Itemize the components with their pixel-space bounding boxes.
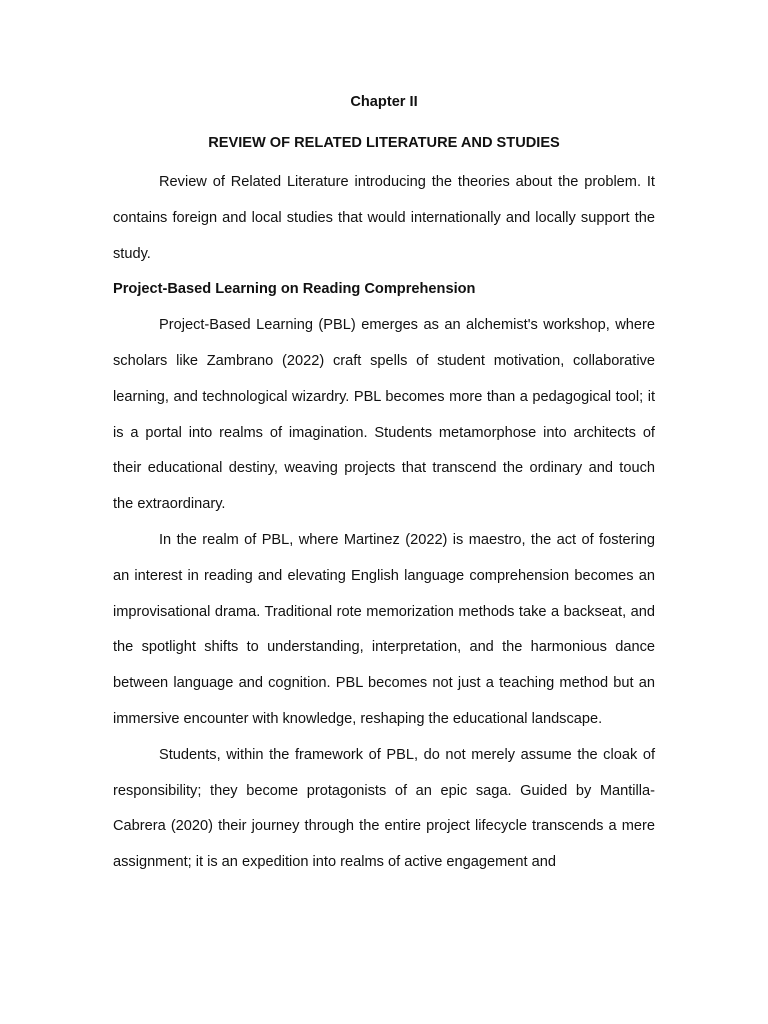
chapter-title: REVIEW OF RELATED LITERATURE AND STUDIES	[208, 135, 560, 151]
body-paragraph: Students, within the framework of PBL, do not merely assume the cloak of responsibility; they become protagonists of an epic saga. Guided by Mantilla-Cabrera (2020) their journey through the entire project lifecycle transcends a mere assignment; it is an expedition into realms of active engagement and	[113, 746, 655, 871]
chapter-label: Chapter II	[350, 94, 418, 110]
section-heading: Project-Based Learning on Reading Comprehension	[113, 281, 476, 298]
intro-paragraph: Review of Related Literature introducing the theories about the problem. It contains foreign and local studies that would internationally and locally support the study.	[113, 174, 655, 262]
body-paragraph: Project-Based Learning (PBL) emerges as an alchemist's workshop, where scholars like Zambrano (2022) craft spells of student motivation, collaborative learning, and technological wizardry. PBL becomes more than a pedagogical tool; it is a portal into realms of imagination. Students metamorphose into architects of their educational destiny, weaving projects that transcend the ordinary and touch the extraordinary.	[113, 317, 655, 513]
body-paragraph: In the realm of PBL, where Martinez (2022) is maestro, the act of fostering an interest in reading and elevating English language comprehension becomes an improvisational drama. Traditional rote memorization methods take a backseat, and the spotlight shifts to understanding, interpretation, and the harmonious dance between language and cognition. PBL becomes not just a teaching method but an immersive encounter with knowledge, reshaping the educational landscape.	[113, 531, 655, 727]
page-content	[113, 88, 655, 881]
